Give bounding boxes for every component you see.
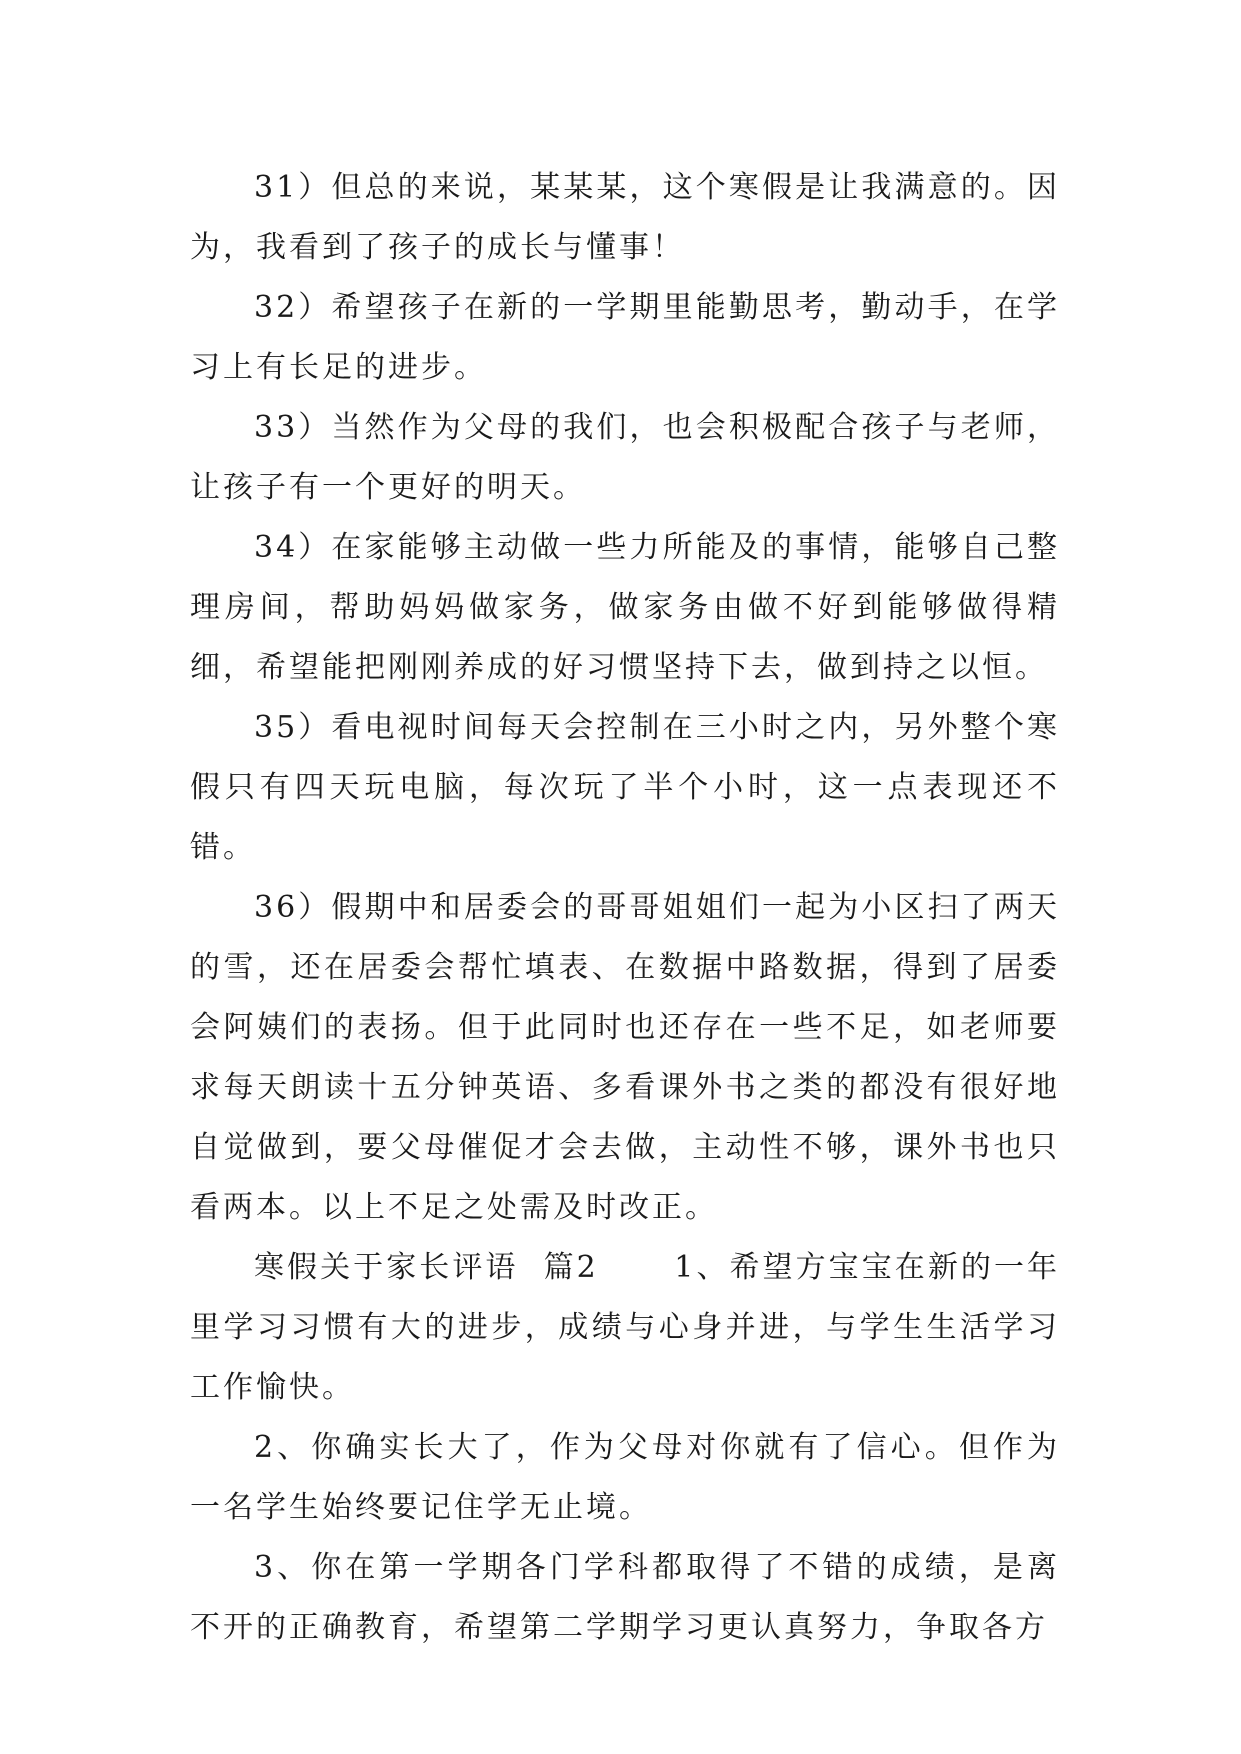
paragraph-2: 2、你确实长大了，作为父母对你就有了信心。但作为一名学生始终要记住学无止境。 xyxy=(190,1430,1060,1525)
paragraph-3: 3、你在第一学期各门学科都取得了不错的成绩，是离不开的正确教育，希望第二学期学习更认真努力，争取各方 xyxy=(190,1550,1060,1645)
paragraph-32: 32）希望孩子在新的一学期里能勤思考，勤动手，在学习上有长足的进步。 xyxy=(190,290,1060,385)
paragraph-36: 36）假期中和居委会的哥哥姐姐们一起为小区扫了两天的雪，还在居委会帮忙填表、在数据中路数据，得到了居委会阿姨们的表扬。但于此同时也还存在一些不足，如老师要求每天朗读十五分钟英语、多看课外书之类的都没有很好地自觉做到，要父母催促才会去做，主动性不够，课外书也只看两本。以上不足之处需及时改正。 xyxy=(190,890,1060,1225)
paragraph-34: 34）在家能够主动做一些力所能及的事情，能够自己整理房间，帮助妈妈做家务，做家务由做不好到能够做得精细，希望能把刚刚养成的好习惯坚持下去，做到持之以恒。 xyxy=(190,530,1060,685)
paragraph-33: 33）当然作为父母的我们，也会积极配合孩子与老师，让孩子有一个更好的明天。 xyxy=(190,410,1060,505)
document-body xyxy=(190,158,1060,1658)
section-heading-paragraph: 寒假关于家长评语 篇2 1、希望方宝宝在新的一年里学习习惯有大的进步，成绩与心身并进，与学生生活学习工作愉快。 xyxy=(190,1250,1060,1405)
paragraph-31: 31）但总的来说，某某某，这个寒假是让我满意的。因为，我看到了孩子的成长与懂事！ xyxy=(190,170,1060,265)
paragraph-35: 35）看电视时间每天会控制在三小时之内，另外整个寒假只有四天玩电脑，每次玩了半个小时，这一点表现还不错。 xyxy=(190,710,1060,865)
